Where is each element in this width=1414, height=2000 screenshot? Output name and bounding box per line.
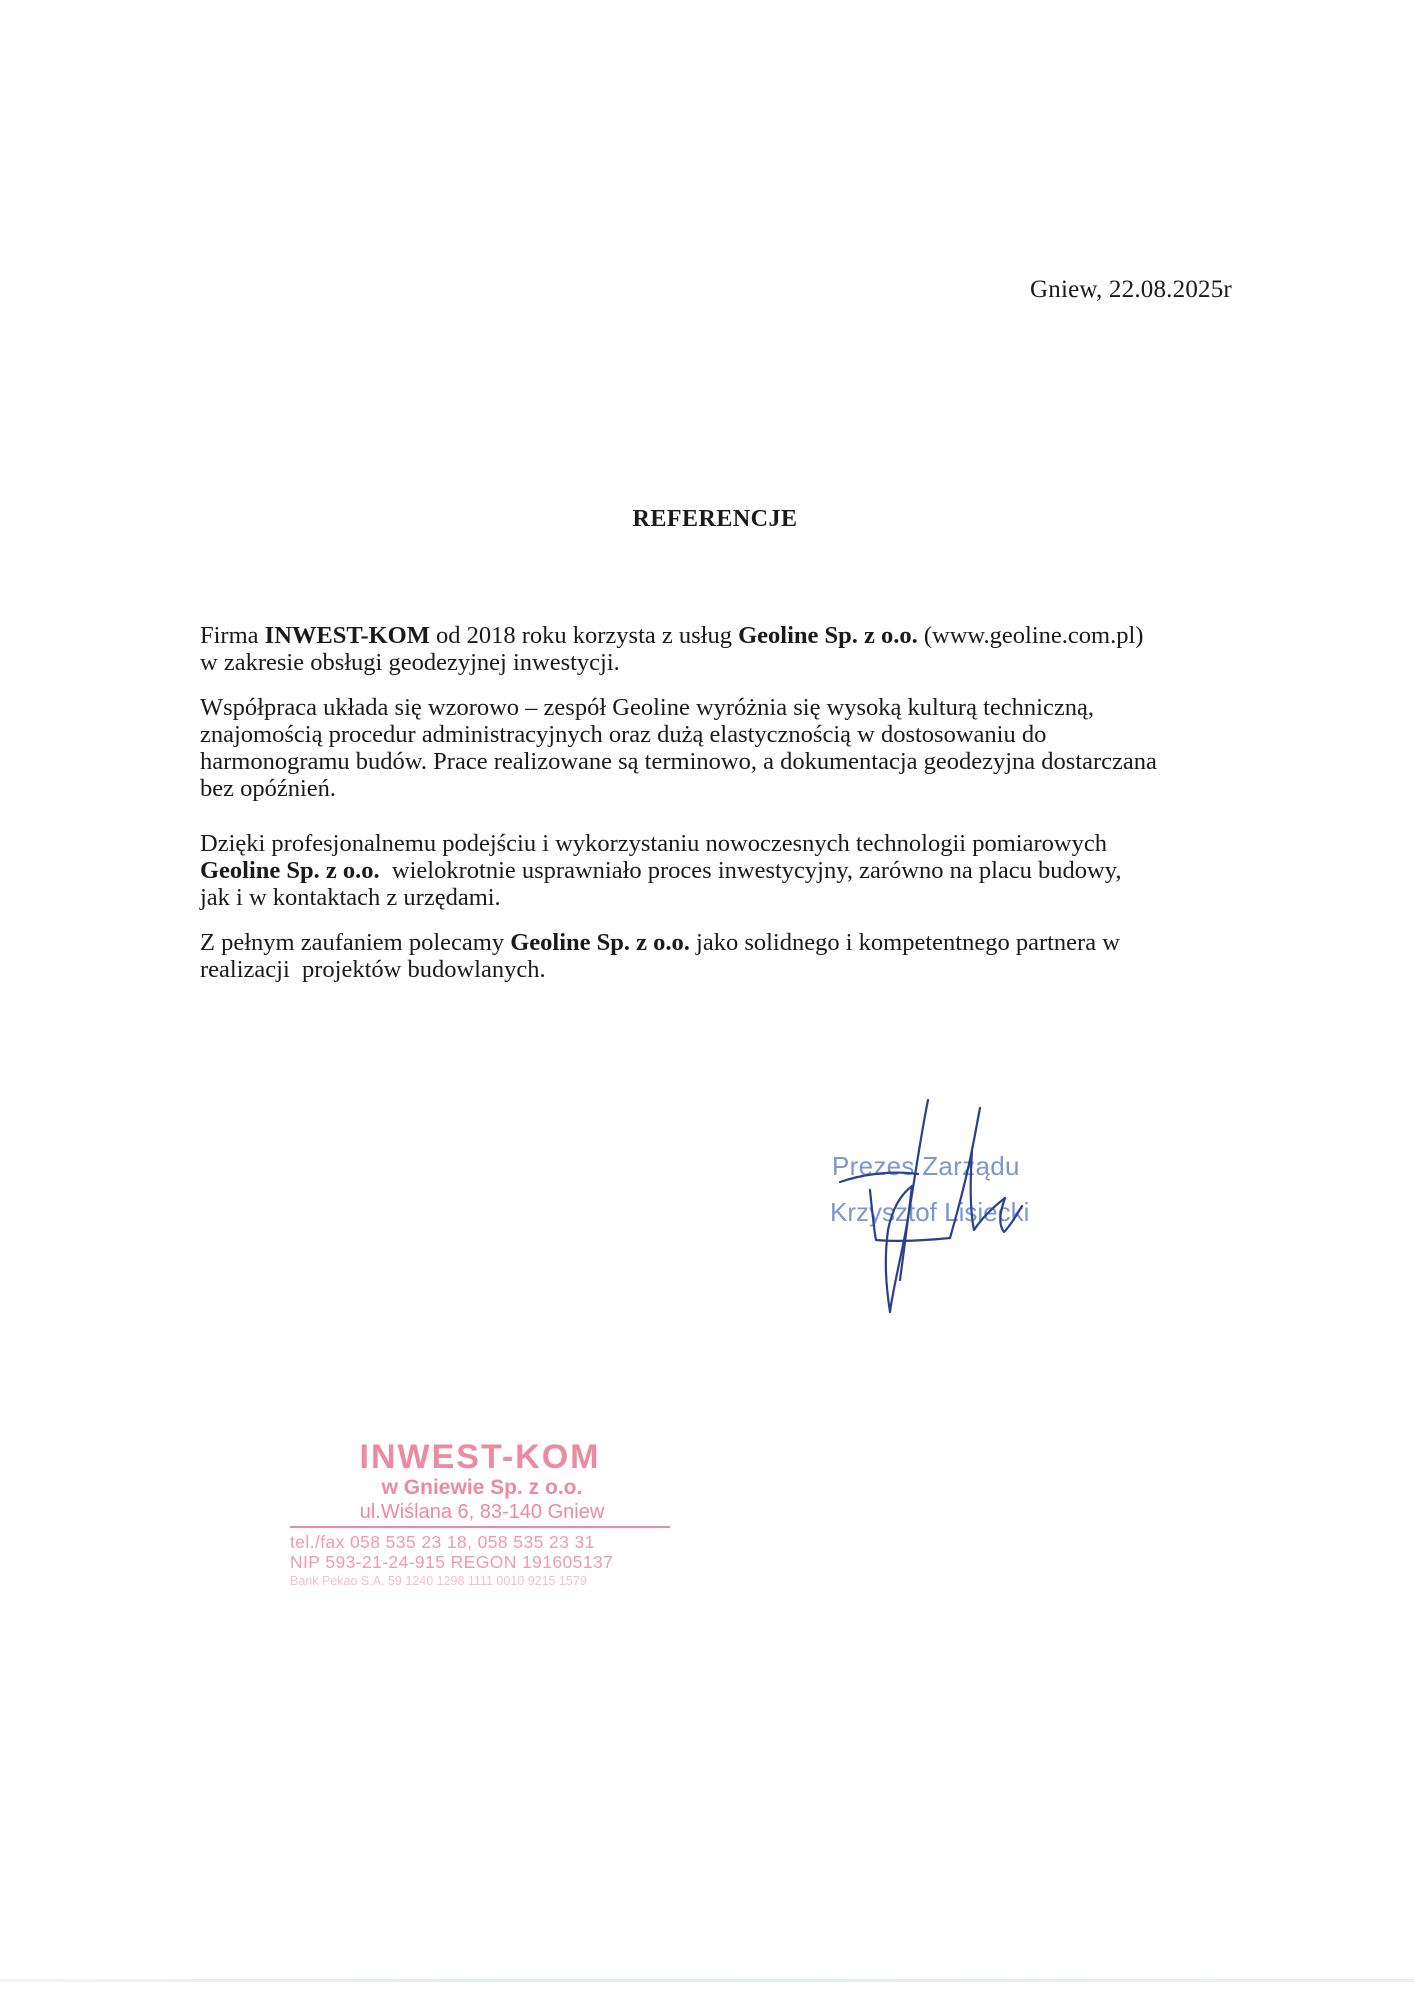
letter-body: [200, 622, 1250, 1001]
paragraph-2-line-4: bez opóźnień.: [200, 775, 337, 802]
signatory-role: Prezes Zarządu: [832, 1151, 1020, 1181]
paragraph-4-line-2: realizacji projektów budowlanych.: [200, 956, 546, 983]
stamp-ids: NIP 593-21-24-915 REGON 191605137: [290, 1552, 614, 1572]
text-segment: wielokrotnie usprawniało proces inwestycyjny, zarówno na placu budowy,: [379, 857, 1122, 884]
paragraph-3-line-2: [200, 857, 1250, 884]
document-title-text: REFERENCJE: [632, 506, 798, 532]
stamp-phone: tel./fax 058 535 23 18, 058 535 23 31: [290, 1532, 595, 1552]
scan-edge-line: [0, 1979, 1414, 1982]
stamp-divider: [290, 1526, 670, 1528]
text-segment: Z pełnym zaufaniem polecamy: [200, 929, 511, 956]
paragraph-2-line-2: znajomością procedur administracyjnych oraz dużą elastycznością w dostosowaniu do: [200, 721, 1047, 748]
document-title: [0, 506, 1414, 533]
signatory-name: Krzysztof Lisiecki: [830, 1197, 1030, 1227]
paragraph-3-line-3: jak i w kontaktach z urzędami.: [200, 884, 501, 911]
paragraph-2-line-1: Współpraca układa się wzorowo – zespół Geoline wyróżnia się wysoką kulturą techniczną,: [200, 694, 1094, 721]
handwritten-signature: [800, 1090, 1060, 1330]
paragraph-2: [200, 694, 1250, 802]
paragraph-3: [200, 830, 1250, 911]
stamp-bank-account: Bank Pekao S.A. 59 1240 1298 1111 0010 9215 1579: [290, 1574, 587, 1588]
stamp-company-name: INWEST-KOM: [359, 1438, 601, 1476]
paragraph-1-line-1: [200, 622, 1250, 649]
company-name-geoline: Geoline Sp. z o.o.: [510, 929, 690, 956]
stamp-address: ul.Wiślana 6, 83-140 Gniew: [359, 1501, 605, 1523]
paragraph-1-line-2: w zakresie obsługi geodezyjnej inwestycji.: [200, 649, 620, 676]
text-segment: Firma: [200, 622, 265, 649]
company-name-geoline: Geoline Sp. z o.o.: [738, 622, 918, 649]
paragraph-2-line-3: harmonogramu budów. Prace realizowane są terminowo, a dokumentacja geodezyjna dostarczana: [200, 748, 1157, 775]
website-text: (www.geoline.com.pl): [917, 622, 1144, 649]
company-name-geoline: Geoline Sp. z o.o.: [200, 857, 380, 884]
document-date: Gniew, 22.08.2025r: [1030, 276, 1232, 303]
paragraph-3-line-1: Dzięki profesjonalnemu podejściu i wykorzystaniu nowoczesnych technologii pomiarowych: [200, 830, 1107, 857]
company-stamp: [290, 1438, 690, 1590]
company-name-client: INWEST-KOM: [264, 622, 430, 649]
paragraph-4: [200, 929, 1250, 983]
paragraph-4-line-1: [200, 929, 1250, 956]
paragraph-1: [200, 622, 1250, 676]
text-segment: od 2018 roku korzysta z usług: [429, 622, 739, 649]
stamp-company-subtitle: w Gniewie Sp. z o.o.: [381, 1476, 583, 1499]
text-segment: jako solidnego i kompetentnego partnera w: [689, 929, 1120, 956]
